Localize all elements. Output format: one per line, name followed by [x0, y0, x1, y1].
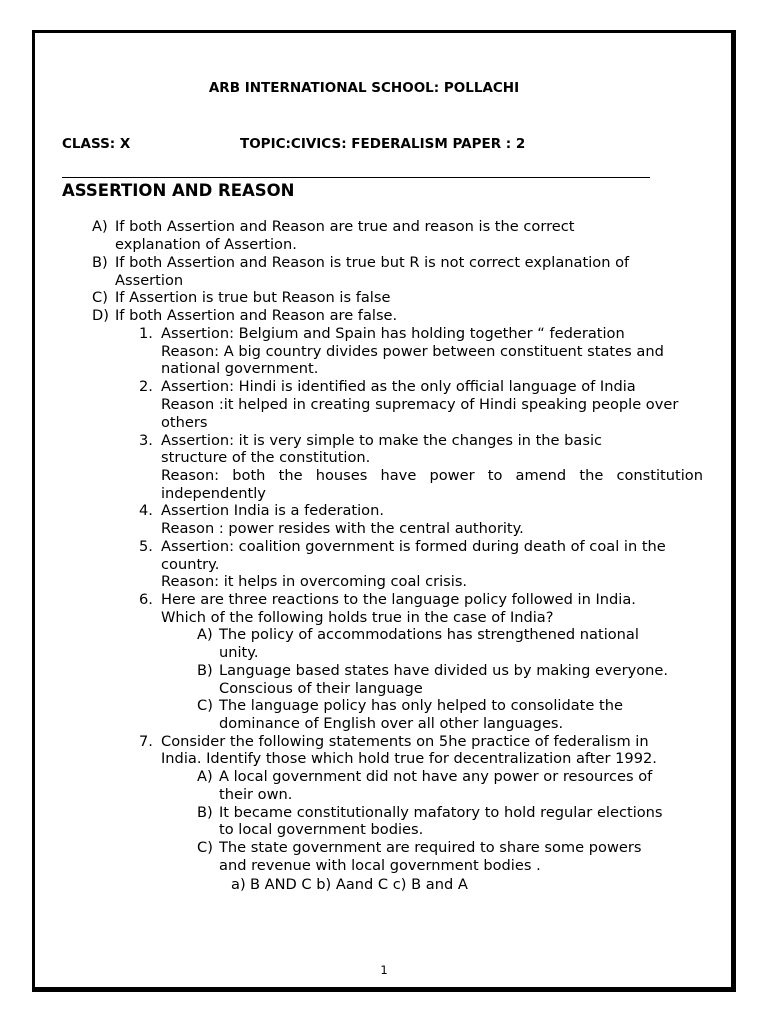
question-text: country. [161, 556, 220, 573]
question-number: 2. [139, 378, 153, 395]
question-text: Reason :it helped in creating supremacy of Hindi speaking people over [161, 396, 679, 413]
question-number: 3. [139, 432, 153, 449]
sub-option-text: The policy of accommodations has strengthened national [219, 626, 639, 643]
question-text: structure of the constitution. [161, 449, 371, 466]
question-text: Assertion: it is very simple to make the changes in the basic [161, 432, 603, 449]
sub-option-marker: B) [197, 804, 213, 821]
option-marker: B) [92, 254, 108, 271]
question-text: Consider the following statements on 5he practice of federalism in [161, 733, 649, 750]
question-text: Reason: A big country divides power between constituent states and [161, 343, 664, 360]
answer-choices: B AND C b) Aand C c) B and A [250, 876, 468, 893]
section-title: ASSERTION AND REASON [62, 181, 295, 200]
header-rule [62, 177, 650, 178]
bottom-border-line [35, 987, 733, 988]
question-number: 4. [139, 502, 153, 519]
question-text: Assertion India is a federation. [161, 502, 384, 519]
option-text: explanation of Assertion. [115, 236, 297, 253]
sub-option-text: The language policy has only helped to consolidate the [219, 697, 623, 714]
question-text: Assertion: Hindi is identified as the only official language of India [161, 378, 636, 395]
option-text: Assertion [115, 272, 184, 289]
question-text: Which of the following holds true in the case of India? [161, 609, 554, 626]
sub-option-text: A local government did not have any power or resources of [219, 768, 653, 785]
sub-option-text: The state government are required to share some powers [219, 839, 642, 856]
page-number: 1 [380, 963, 388, 977]
question-text: Reason : power resides with the central authority. [161, 520, 524, 537]
sub-option-marker: C) [197, 839, 213, 856]
option-text: If both Assertion and Reason is true but R is not correct explanation of [115, 254, 630, 271]
option-text: If both Assertion and Reason are true and reason is the correct [115, 218, 575, 235]
option-text: If Assertion is true but Reason is false [115, 289, 391, 306]
option-marker: C) [92, 289, 108, 306]
question-text: India. Identify those which hold true for decentralization after 1992. [161, 750, 657, 767]
answer-choice-marker: a) [231, 876, 246, 893]
option-marker: A) [92, 218, 108, 235]
question-number: 7. [139, 733, 153, 750]
question-number: 5. [139, 538, 153, 555]
question-text: Assertion: coalition government is formed during death of coal in the [161, 538, 666, 555]
school-name: ARB INTERNATIONAL SCHOOL: POLLACHI [208, 80, 520, 96]
sub-option-text: their own. [219, 786, 293, 803]
sub-option-marker: A) [197, 626, 213, 643]
sub-option-text: and revenue with local government bodies . [219, 857, 541, 874]
sub-option-text: dominance of English over all other languages. [219, 715, 564, 732]
question-text: others [161, 414, 208, 431]
topic-label: TOPIC:CIVICS: FEDERALISM PAPER : 2 [240, 136, 526, 152]
sub-option-marker: B) [197, 662, 213, 679]
question-text: Assertion: Belgium and Spain has holding together “ federation [161, 325, 625, 342]
sub-option-marker: C) [197, 697, 213, 714]
question-text: independently [161, 485, 266, 502]
class-label: CLASS: X [62, 136, 131, 152]
question-text: Reason: it helps in overcoming coal crisis. [161, 573, 468, 590]
sub-option-text: It became constitutionally mafatory to hold regular elections [219, 804, 663, 821]
question-text: national government. [161, 360, 319, 377]
question-text: Reason: both the houses have power to amend the constitution [161, 467, 703, 484]
sub-option-marker: A) [197, 768, 213, 785]
question-number: 1. [139, 325, 153, 342]
question-text: Here are three reactions to the language policy followed in India. [161, 591, 636, 608]
question-number: 6. [139, 591, 153, 608]
sub-option-text: Language based states have divided us by making everyone. [219, 662, 669, 679]
sub-option-text: to local government bodies. [219, 821, 424, 838]
sub-option-text: unity. [219, 644, 259, 661]
sub-option-text: Conscious of their language [219, 680, 423, 697]
option-marker: D) [92, 307, 109, 324]
option-text: If both Assertion and Reason are false. [115, 307, 398, 324]
